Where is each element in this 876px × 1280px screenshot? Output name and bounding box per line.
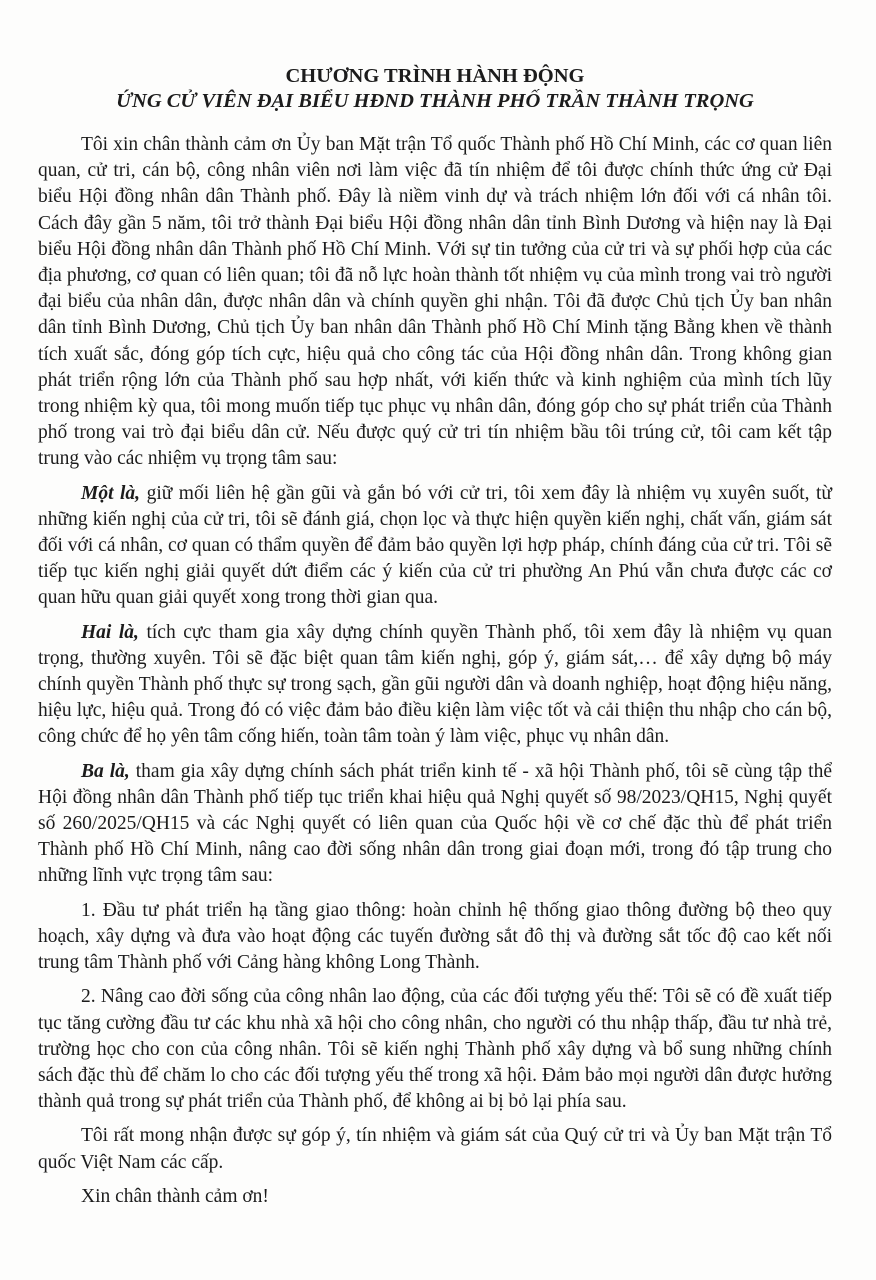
point-three-paragraph: [38, 759, 832, 890]
closing-paragraph: Tôi rất mong nhận được sự góp ý, tín nhiệm và giám sát của Quý cử tri và Ủy ban Mặt trận Tổ quốc Việt Nam các cấp.: [38, 1125, 832, 1173]
point-three-text: tham gia xây dựng chính sách phát triển kinh tế - xã hội Thành phố, tôi sẽ cùng tập thể Hội đồng nhân dân Thành phố tiếp tục triển khai hiệu quả Nghị quyết số 98/2023/QH15, Nghị quyết số 260/2025/QH15 và các Nghị quyết có liên quan của Quốc hội về cơ chế đặc thù để phát triển Thành phố Hồ Chí Minh, nâng cao đời sống nhân dân trong giai đoạn mới, trong đó tập trung cho những lĩnh vực trọng tâm sau:: [38, 760, 832, 887]
document-subtitle: ỨNG CỬ VIÊN ĐẠI BIỂU HĐND THÀNH PHỐ TRẦN THÀNH TRỌNG: [116, 90, 754, 112]
point-three-lead: Ba là,: [81, 760, 130, 782]
document-title: CHƯƠNG TRÌNH HÀNH ĐỘNG: [285, 65, 585, 87]
point-one-lead: Một là,: [81, 482, 141, 504]
focus-item-1: 1. Đầu tư phát triển hạ tầng giao thông: hoàn chỉnh hệ thống giao thông đường bộ theo quy hoạch, xây dựng và đưa vào hoạt động các tuyến đường sắt đô thị và đường sắt tốc độ cao kết nối trung tâm Thành phố với Cảng hàng không Long Thành.: [38, 899, 832, 974]
point-two-lead: Hai là,: [81, 621, 139, 643]
thanks-line: Xin chân thành cảm ơn!: [81, 1185, 269, 1207]
point-two-paragraph: [38, 620, 832, 751]
point-one-text: giữ mối liên hệ gần gũi và gắn bó với cử tri, tôi xem đây là nhiệm vụ xuyên suốt, từ những kiến nghị của cử tri, tôi sẽ đánh giá, chọn lọc và thực hiện quyền kiến nghị, chất vấn, giám sát đối với cá nhân, cơ quan có thẩm quyền để đảm bảo quyền lợi hợp pháp, chính đáng của cử tri. Tôi sẽ tiếp tục kiến nghị giải quyết dứt điểm các ý kiến của cử tri phường An Phú vẫn chưa được các cơ quan hữu quan giải quyết xong trong thời gian qua.: [38, 482, 832, 609]
point-two-text: tích cực tham gia xây dựng chính quyền Thành phố, tôi xem đây là nhiệm vụ quan trọng, thường xuyên. Tôi sẽ đặc biệt quan tâm kiến nghị, góp ý, giám sát,… để xây dựng bộ máy chính quyền Thành phố thực sự trong sạch, gần gũi người dân và doanh nghiệp, hoạt động hiệu năng, hiệu lực, hiệu quả. Trong đó có việc đảm bảo điều kiện làm việc tốt và cải thiện thu nhập cho cán bộ, công chức để họ yên tâm cống hiến, toàn tâm toàn ý làm việc, phục vụ nhân dân.: [38, 621, 832, 748]
intro-paragraph: Tôi xin chân thành cảm ơn Ủy ban Mặt trận Tổ quốc Thành phố Hồ Chí Minh, các cơ quan liên quan, cử tri, cán bộ, công nhân viên nơi làm việc đã tín nhiệm để tôi được chính thức ứng cử Đại biểu Hội đồng nhân dân Thành phố. Đây là niềm vinh dự và trách nhiệm lớn đối với cá nhân tôi. Cách đây gần 5 năm, tôi trở thành Đại biểu Hội đồng nhân dân tỉnh Bình Dương và hiện nay là Đại biểu Hội đồng nhân dân Thành phố Hồ Chí Minh. Với sự tin tưởng của cử tri và sự phối hợp của các địa phương, cơ quan có liên quan; tôi đã nỗ lực hoàn thành tốt nhiệm vụ của mình trong vai trò người đại biểu của nhân dân, được nhân dân và chính quyền ghi nhận. Tôi đã được Chủ tịch Ủy ban nhân dân tỉnh Bình Dương, Chủ tịch Ủy ban nhân dân Thành phố Hồ Chí Minh tặng Bằng khen về thành tích xuất sắc, đóng góp tích cực, hiệu quả cho công tác của Hội đồng nhân dân. Trong không gian phát triển rộng lớn của Thành phố sau hợp nhất, với kiến thức và kinh nghiệm của mình tích lũy trong nhiệm kỳ qua, tôi mong muốn tiếp tục phục vụ nhân dân, đóng góp cho sự phát triển của Thành phố trong vai trò đại biểu dân cử. Nếu được quý cử tri tín nhiệm bầu tôi trúng cử, tôi cam kết tập trung vào các nhiệm vụ trọng tâm sau:: [38, 134, 832, 470]
point-one-paragraph: [38, 481, 832, 612]
focus-item-2: 2. Nâng cao đời sống của công nhân lao động, của các đối tượng yếu thế: Tôi sẽ có đề xuất tiếp tục tăng cường đầu tư các khu nhà xã hội cho công nhân, cho người có thu nhập thấp, đầu tư nhà trẻ, trường học cho con của công nhân. Tôi sẽ kiến nghị Thành phố xây dựng và bổ sung những chính sách đặc thù để chăm lo cho các đối tượng yếu thế trong xã hội. Đảm bảo mọi người dân được hưởng thành quả trong sự phát triển của Thành phố, để không ai bị bỏ lại phía sau.: [38, 986, 832, 1113]
